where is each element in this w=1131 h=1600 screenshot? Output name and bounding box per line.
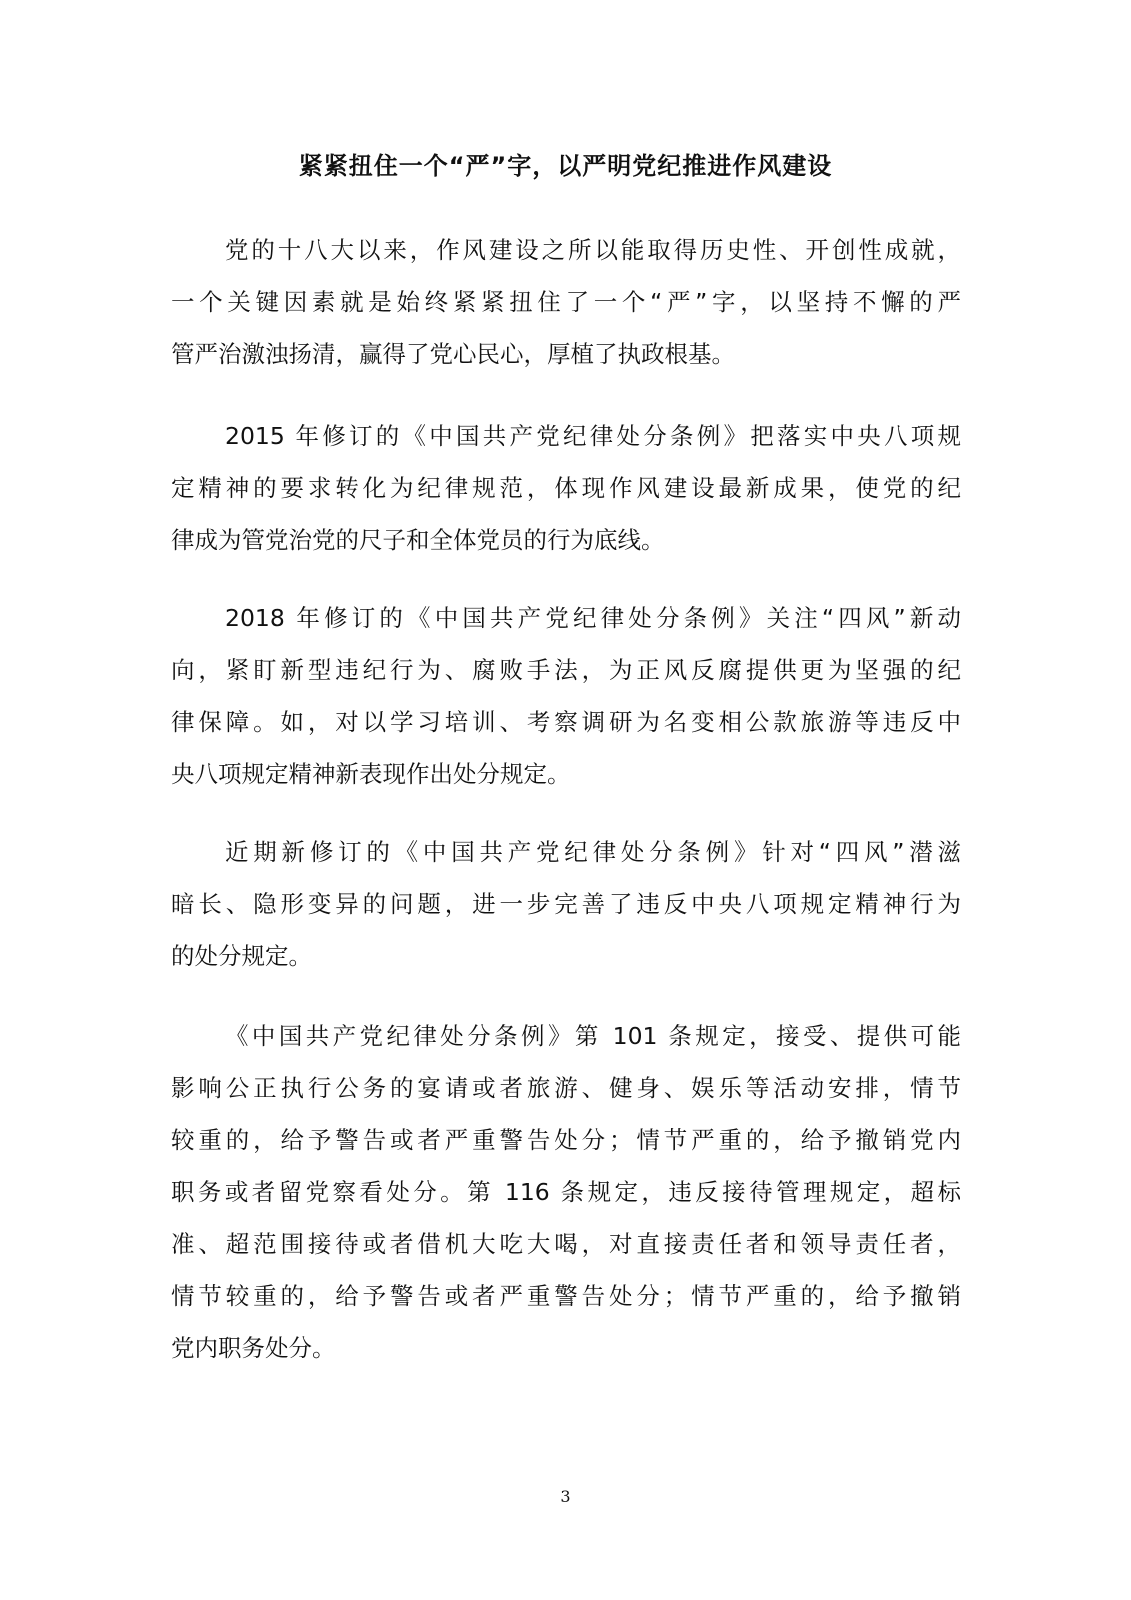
document-title: 紧紧扭住一个“严”字，以严明党纪推进作风建设 <box>298 152 833 180</box>
paragraph-line: 近期新修订的《中国共产党纪律处分条例》针对“四风”潜滋 <box>225 838 961 866</box>
paragraph-line: 2018 年修订的《中国共产党纪律处分条例》关注“四风”新动 <box>225 604 961 632</box>
paragraph-line: 律保障。如，对以学习培训、考察调研为名变相公款旅游等违反中 <box>171 708 961 736</box>
paragraph-line: 央八项规定精神新表现作出处分规定。 <box>171 760 571 788</box>
paragraph-line: 《中国共产党纪律处分条例》第 101 条规定，接受、提供可能 <box>225 1022 961 1050</box>
paragraph-3 <box>171 592 961 800</box>
paragraph-5 <box>171 1010 961 1374</box>
paragraph-line: 党内职务处分。 <box>171 1334 336 1362</box>
paragraph-2 <box>171 410 961 566</box>
paragraph-line: 党的十八大以来，作风建设之所以能取得历史性、开创性成就， <box>225 236 961 264</box>
paragraph-line: 管严治激浊扬清，赢得了党心民心，厚植了执政根基。 <box>171 340 735 368</box>
paragraph-line: 准、超范围接待或者借机大吃大喝，对直接责任者和领导责任者， <box>171 1230 961 1258</box>
paragraph-line: 2015 年修订的《中国共产党纪律处分条例》把落实中央八项规 <box>225 422 961 450</box>
paragraph-line: 职务或者留党察看处分。第 116 条规定，违反接待管理规定，超标 <box>171 1178 961 1206</box>
paragraph-line: 影响公正执行公务的宴请或者旅游、健身、娱乐等活动安排，情节 <box>171 1074 961 1102</box>
paragraph-line: 向，紧盯新型违纪行为、腐败手法，为正风反腐提供更为坚强的纪 <box>171 656 961 684</box>
paragraph-4 <box>171 826 961 982</box>
paragraph-line: 律成为管党治党的尺子和全体党员的行为底线。 <box>171 526 665 554</box>
paragraph-line: 暗长、隐形变异的问题，进一步完善了违反中央八项规定精神行为 <box>171 890 961 918</box>
page-number: 3 <box>560 1487 571 1506</box>
paragraph-1 <box>171 224 961 380</box>
paragraph-line: 一个关键因素就是始终紧紧扭住了一个“严”字，以坚持不懈的严 <box>171 288 961 316</box>
paragraph-line: 较重的，给予警告或者严重警告处分；情节严重的，给予撤销党内 <box>171 1126 961 1154</box>
paragraph-line: 的处分规定。 <box>171 942 312 970</box>
paragraph-line: 定精神的要求转化为纪律规范，体现作风建设最新成果，使党的纪 <box>171 474 961 502</box>
paragraph-line: 情节较重的，给予警告或者严重警告处分；情节严重的，给予撤销 <box>171 1282 961 1310</box>
